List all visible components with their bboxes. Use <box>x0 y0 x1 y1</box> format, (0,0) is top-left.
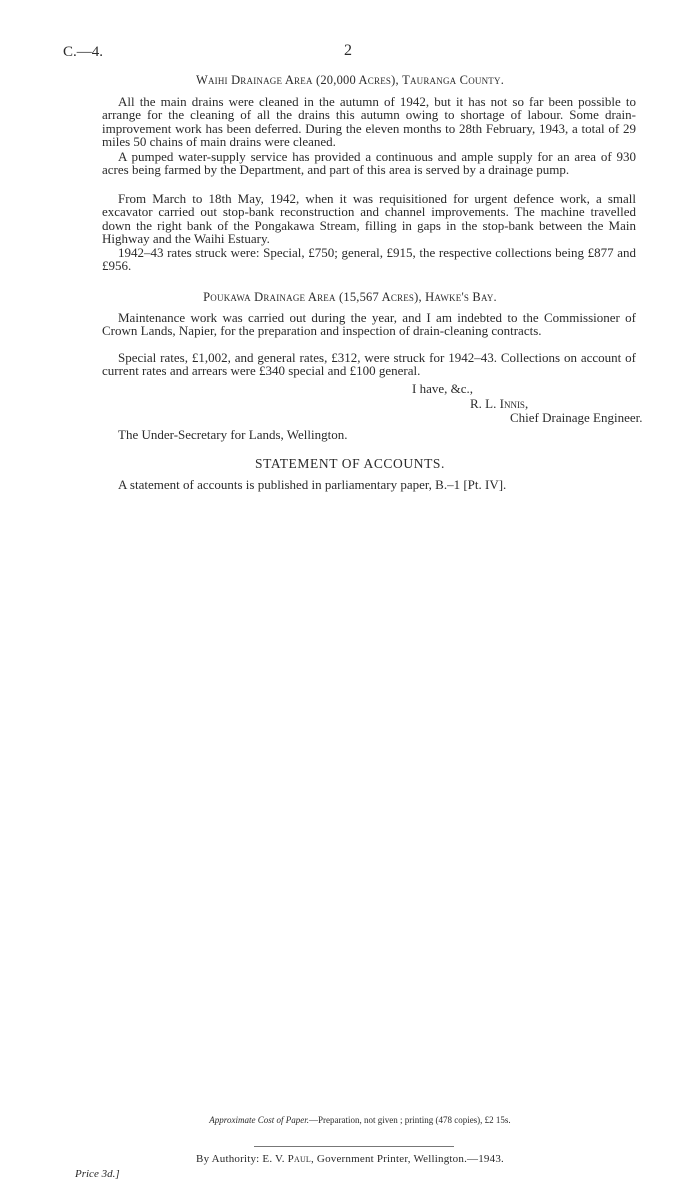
footer-divider <box>254 1146 454 1147</box>
waihi-heading-acres: (20,000 Acres), <box>315 73 399 87</box>
poukawa-heading-county: Hawke's Bay. <box>425 290 497 304</box>
price: Price 3d.] <box>75 1168 120 1180</box>
waihi-paragraph-4: 1942–43 rates struck were: Special, £750; general, £915, the respective collections being £877 and £956. <box>102 245 636 274</box>
cost-text: —Preparation, not given ; printing (478 copies), £2 15s. <box>308 1115 511 1125</box>
page-number: 2 <box>344 42 352 59</box>
cost-label: Approximate Cost of Paper. <box>209 1115 309 1125</box>
poukawa-paragraph-2: Special rates, £1,002, and general rates, £312, were struck for 1942–43. Collections on account of current rates and arrears were £340 special and £100 general. <box>102 350 636 379</box>
waihi-paragraph-2: A pumped water-supply service has provided a continuous and ample supply for an area of 930 acres being farmed by the Department, and part of this area is served by a drainage pump. <box>102 149 636 178</box>
waihi-heading-county: Tauranga County. <box>402 73 505 87</box>
addressee: The Under-Secretary for Lands, Wellington. <box>118 427 348 442</box>
poukawa-heading-name: Poukawa Drainage Area <box>203 290 336 304</box>
waihi-heading <box>0 73 700 88</box>
statement-text: A statement of accounts is published in parliamentary paper, B.–1 [Pt. IV]. <box>118 477 507 492</box>
waihi-heading-name: Waihi Drainage Area <box>195 73 313 87</box>
salutation: I have, &c., <box>412 381 474 396</box>
printer-authority <box>0 1153 700 1165</box>
document-reference: C.—4. <box>63 44 104 60</box>
authority-prefix: By Authority: <box>196 1153 260 1165</box>
statement-title: STATEMENT OF ACCOUNTS. <box>254 456 446 471</box>
cost-of-paper <box>0 1115 700 1125</box>
authority-name: E. V. Paul, <box>262 1153 314 1165</box>
poukawa-heading-acres: (15,567 Acres), <box>339 290 422 304</box>
poukawa-heading <box>0 290 700 305</box>
waihi-paragraph-1: All the main drains were cleaned in the autumn of 1942, but it has not so far been possible to arrange for the cleaning of all the drains this autumn owing to shortage of labour. Some drain-improvement work has been deferred. During the eleven months to 28th February, 1943, a total of 29 miles 50 chains of main drains were cleaned. <box>102 94 636 150</box>
signatory-title: Chief Drainage Engineer. <box>510 410 643 425</box>
poukawa-paragraph-1: Maintenance work was carried out during the year, and I am indebted to the Commissioner of Crown Lands, Napier, for the preparation and inspection of drain-cleaning contracts. <box>102 310 636 339</box>
signatory-name: R. L. Innis, <box>470 396 529 411</box>
authority-suffix: Government Printer, Wellington.—1943. <box>316 1153 504 1165</box>
waihi-paragraph-3: From March to 18th May, 1942, when it was requisitioned for urgent defence work, a small excavator carried out stop-bank reconstruction and channel improvements. The machine travelled down the right bank of the Pongakawa Stream, filling in gaps in the stop-bank between the Main Highway and the Waihi Estuary. <box>102 191 636 247</box>
